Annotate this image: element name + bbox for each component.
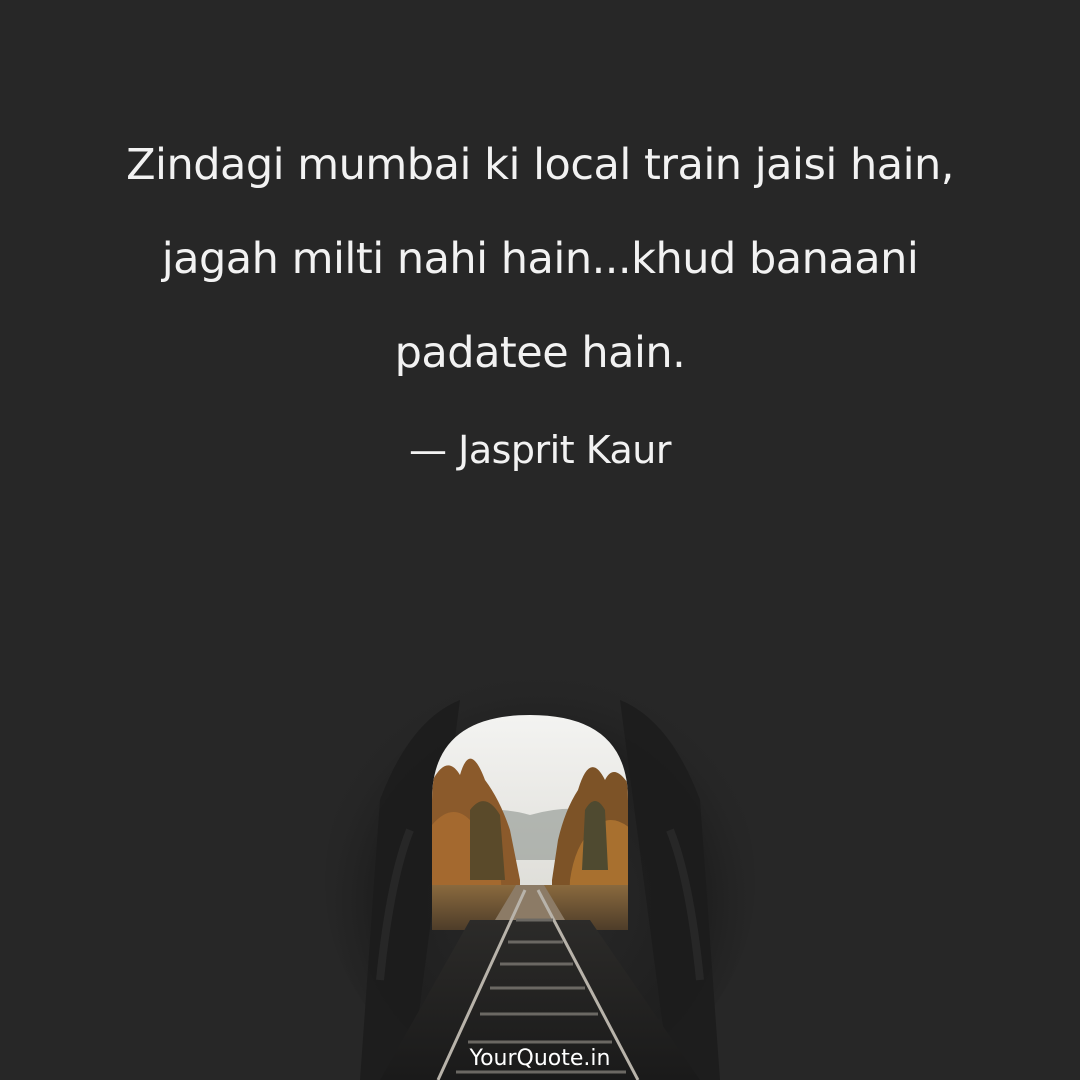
quote-author: — Jasprit Kaur [409,428,671,472]
yourquote-logo: YourQuote.in [469,1046,611,1071]
quote-line: Zindagi mumbai ki local train jaisi hain, [126,140,954,190]
quote-line: padatee hain. [394,328,686,378]
quote-text [40,118,1040,400]
tunnel-railway-photo-icon [320,680,760,1080]
quote-line: jagah milti nahi hain...khud banaani [161,234,919,284]
yourquote-watermark [0,1046,1080,1071]
